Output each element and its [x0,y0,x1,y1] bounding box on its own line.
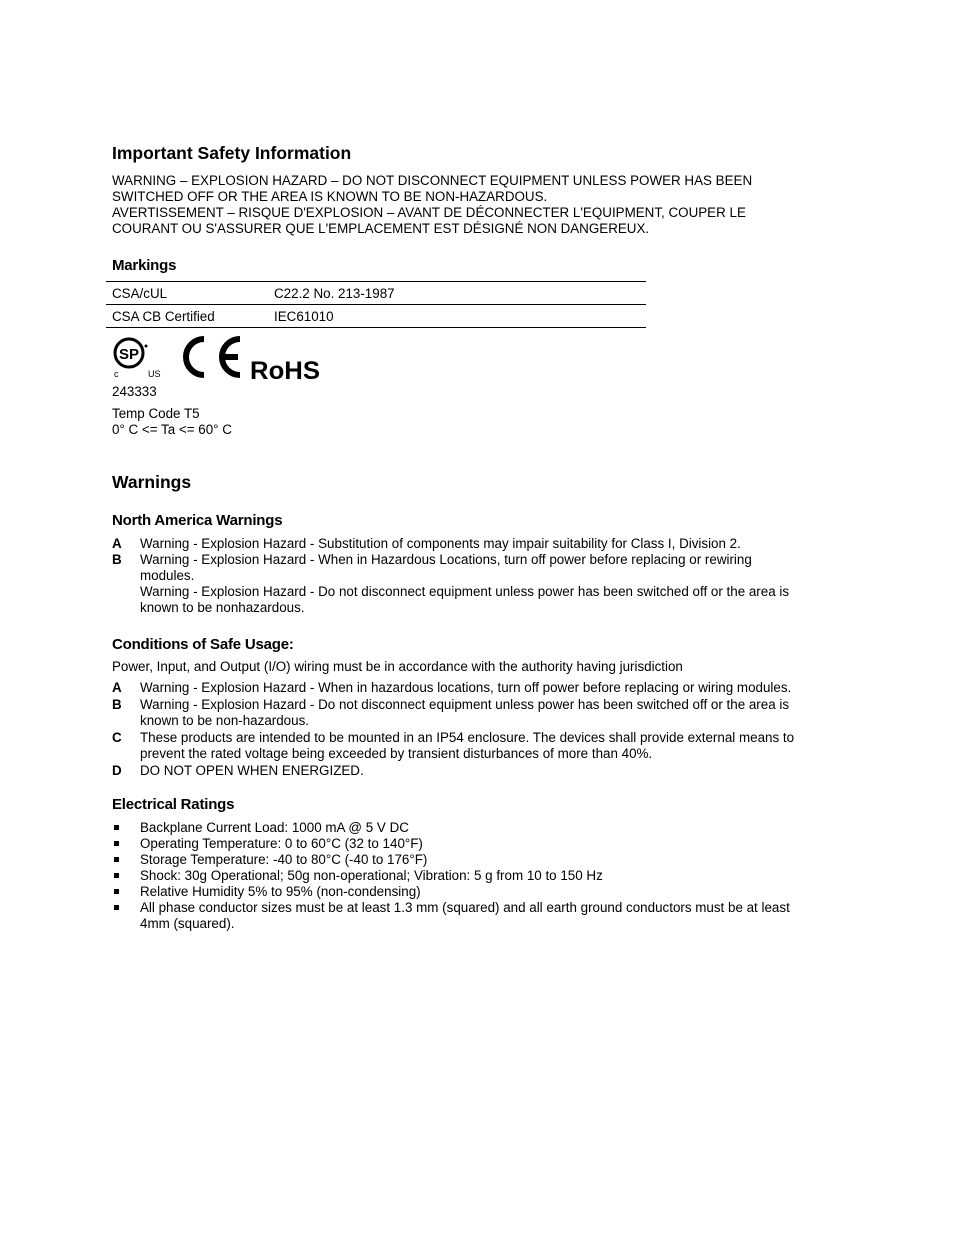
safety-title: Important Safety Information [112,143,352,163]
list-item [112,852,832,868]
item-label: B [112,697,122,712]
conditions-heading: Conditions of Safe Usage: [112,636,294,653]
conditions-intro: Power, Input, and Output (I/O) wiring must be in accordance with the authority having jurisdiction [112,659,683,674]
item-text: Operating Temperature: 0 to 60°C (32 to 140°F) [140,836,423,851]
marking-label: CSA/cUL [106,282,268,305]
item-text: known to be non-hazardous. [140,713,309,728]
item-label: D [112,763,122,778]
item-text: modules. [140,568,195,583]
ce-mark-icon [186,339,240,375]
table-row [106,282,646,305]
item-text: Backplane Current Load: 1000 mA @ 5 V DC [140,820,409,835]
list-item [112,763,832,779]
item-label [112,584,140,616]
bullet-square-icon [114,825,119,830]
list-item [112,584,832,616]
item-text: Warning - Explosion Hazard - Substitution of components may impair suitability for Class I, Division 2. [140,536,741,551]
electrical-ratings-list [112,820,832,932]
item-text: 4mm (squared). [140,916,235,931]
item-label: A [112,680,122,695]
item-text: Warning - Explosion Hazard - Do not disconnect equipment unless power has been switched off or the area is [140,697,790,712]
item-text: Storage Temperature: -40 to 80°C (-40 to 176°F) [140,852,428,867]
svg-text:SP: SP [118,346,140,363]
electrical-ratings-heading: Electrical Ratings [112,796,235,813]
item-label: C [112,730,122,745]
marking-value: IEC61010 [268,305,646,328]
certification-logos [112,333,332,381]
item-label: A [112,536,122,551]
item-text: Warning - Explosion Hazard - When in hazardous locations, turn off power before replacing or wiring modules. [140,680,792,695]
item-label: B [112,552,122,567]
csa-logo-icon [114,339,161,379]
item-text: Shock: 30g Operational; 50g non-operational; Vibration: 5 g from 10 to 150 Hz [140,868,603,883]
list-item [112,884,832,900]
list-item [112,836,832,852]
table-row [106,305,646,328]
temp-code: Temp Code T5 [112,406,200,421]
list-item [112,820,832,836]
bullet-square-icon [114,841,119,846]
list-item [112,730,832,762]
bullet-square-icon [114,889,119,894]
item-text: DO NOT OPEN WHEN ENERGIZED. [140,763,364,778]
explosion-warning-block [112,173,822,237]
certificate-number: 243333 [112,384,157,399]
markings-heading: Markings [112,257,177,274]
marking-value: C22.2 No. 213-1987 [268,282,646,305]
csa-us-mark: US [148,369,161,379]
rohs-logo-icon: RoHS [250,357,320,381]
temp-range: 0° C <= Ta <= 60° C [112,422,232,437]
item-text: All phase conductor sizes must be at least 1.3 mm (squared) and all earth ground conductors must be at least [140,900,790,915]
list-item [112,680,832,696]
warning-fr-line-2: COURANT OU S'ASSURER QUE L'EMPLACEMENT EST DÉSIGNÉ NON DANGEREUX. [112,221,650,236]
marking-label: CSA CB Certified [106,305,268,328]
item-text: prevent the rated voltage being exceeded by transient disturbances of more than 40%. [140,746,653,761]
warnings-title: Warnings [112,472,192,492]
warning-en-line-2: SWITCHED OFF OR THE AREA IS KNOWN TO BE NON-HAZARDOUS. [112,189,548,204]
bullet-square-icon [114,873,119,878]
list-item [112,868,832,884]
list-item [112,536,832,552]
markings-table [106,281,646,328]
item-text: These products are intended to be mounted in an IP54 enclosure. The devices shall provide external means to [140,730,795,745]
item-text: known to be nonhazardous. [140,600,305,615]
list-item [112,697,832,729]
warning-fr-line-1: AVERTISSEMENT – RISQUE D'EXPLOSION – AVANT DE DÉCONNECTER L'EQUIPMENT, COUPER LE [112,205,746,220]
conditions-list [112,680,832,780]
list-item [112,552,832,584]
warning-en-line-1: WARNING – EXPLOSION HAZARD – DO NOT DISCONNECT EQUIPMENT UNLESS POWER HAS BEEN [112,173,753,188]
item-text: Relative Humidity 5% to 95% (non-condensing) [140,884,421,899]
item-text: Warning - Explosion Hazard - Do not disconnect equipment unless power has been switched off or the area is [140,584,790,599]
list-item [112,900,832,932]
bullet-square-icon [114,905,119,910]
temperature-info [112,406,232,438]
north-america-warnings-list [112,536,832,616]
north-america-warnings-heading: North America Warnings [112,512,283,529]
bullet-square-icon [114,857,119,862]
item-text: Warning - Explosion Hazard - When in Hazardous Locations, turn off power before replacing or rewiring [140,552,752,567]
csa-c-mark: c [114,369,119,379]
